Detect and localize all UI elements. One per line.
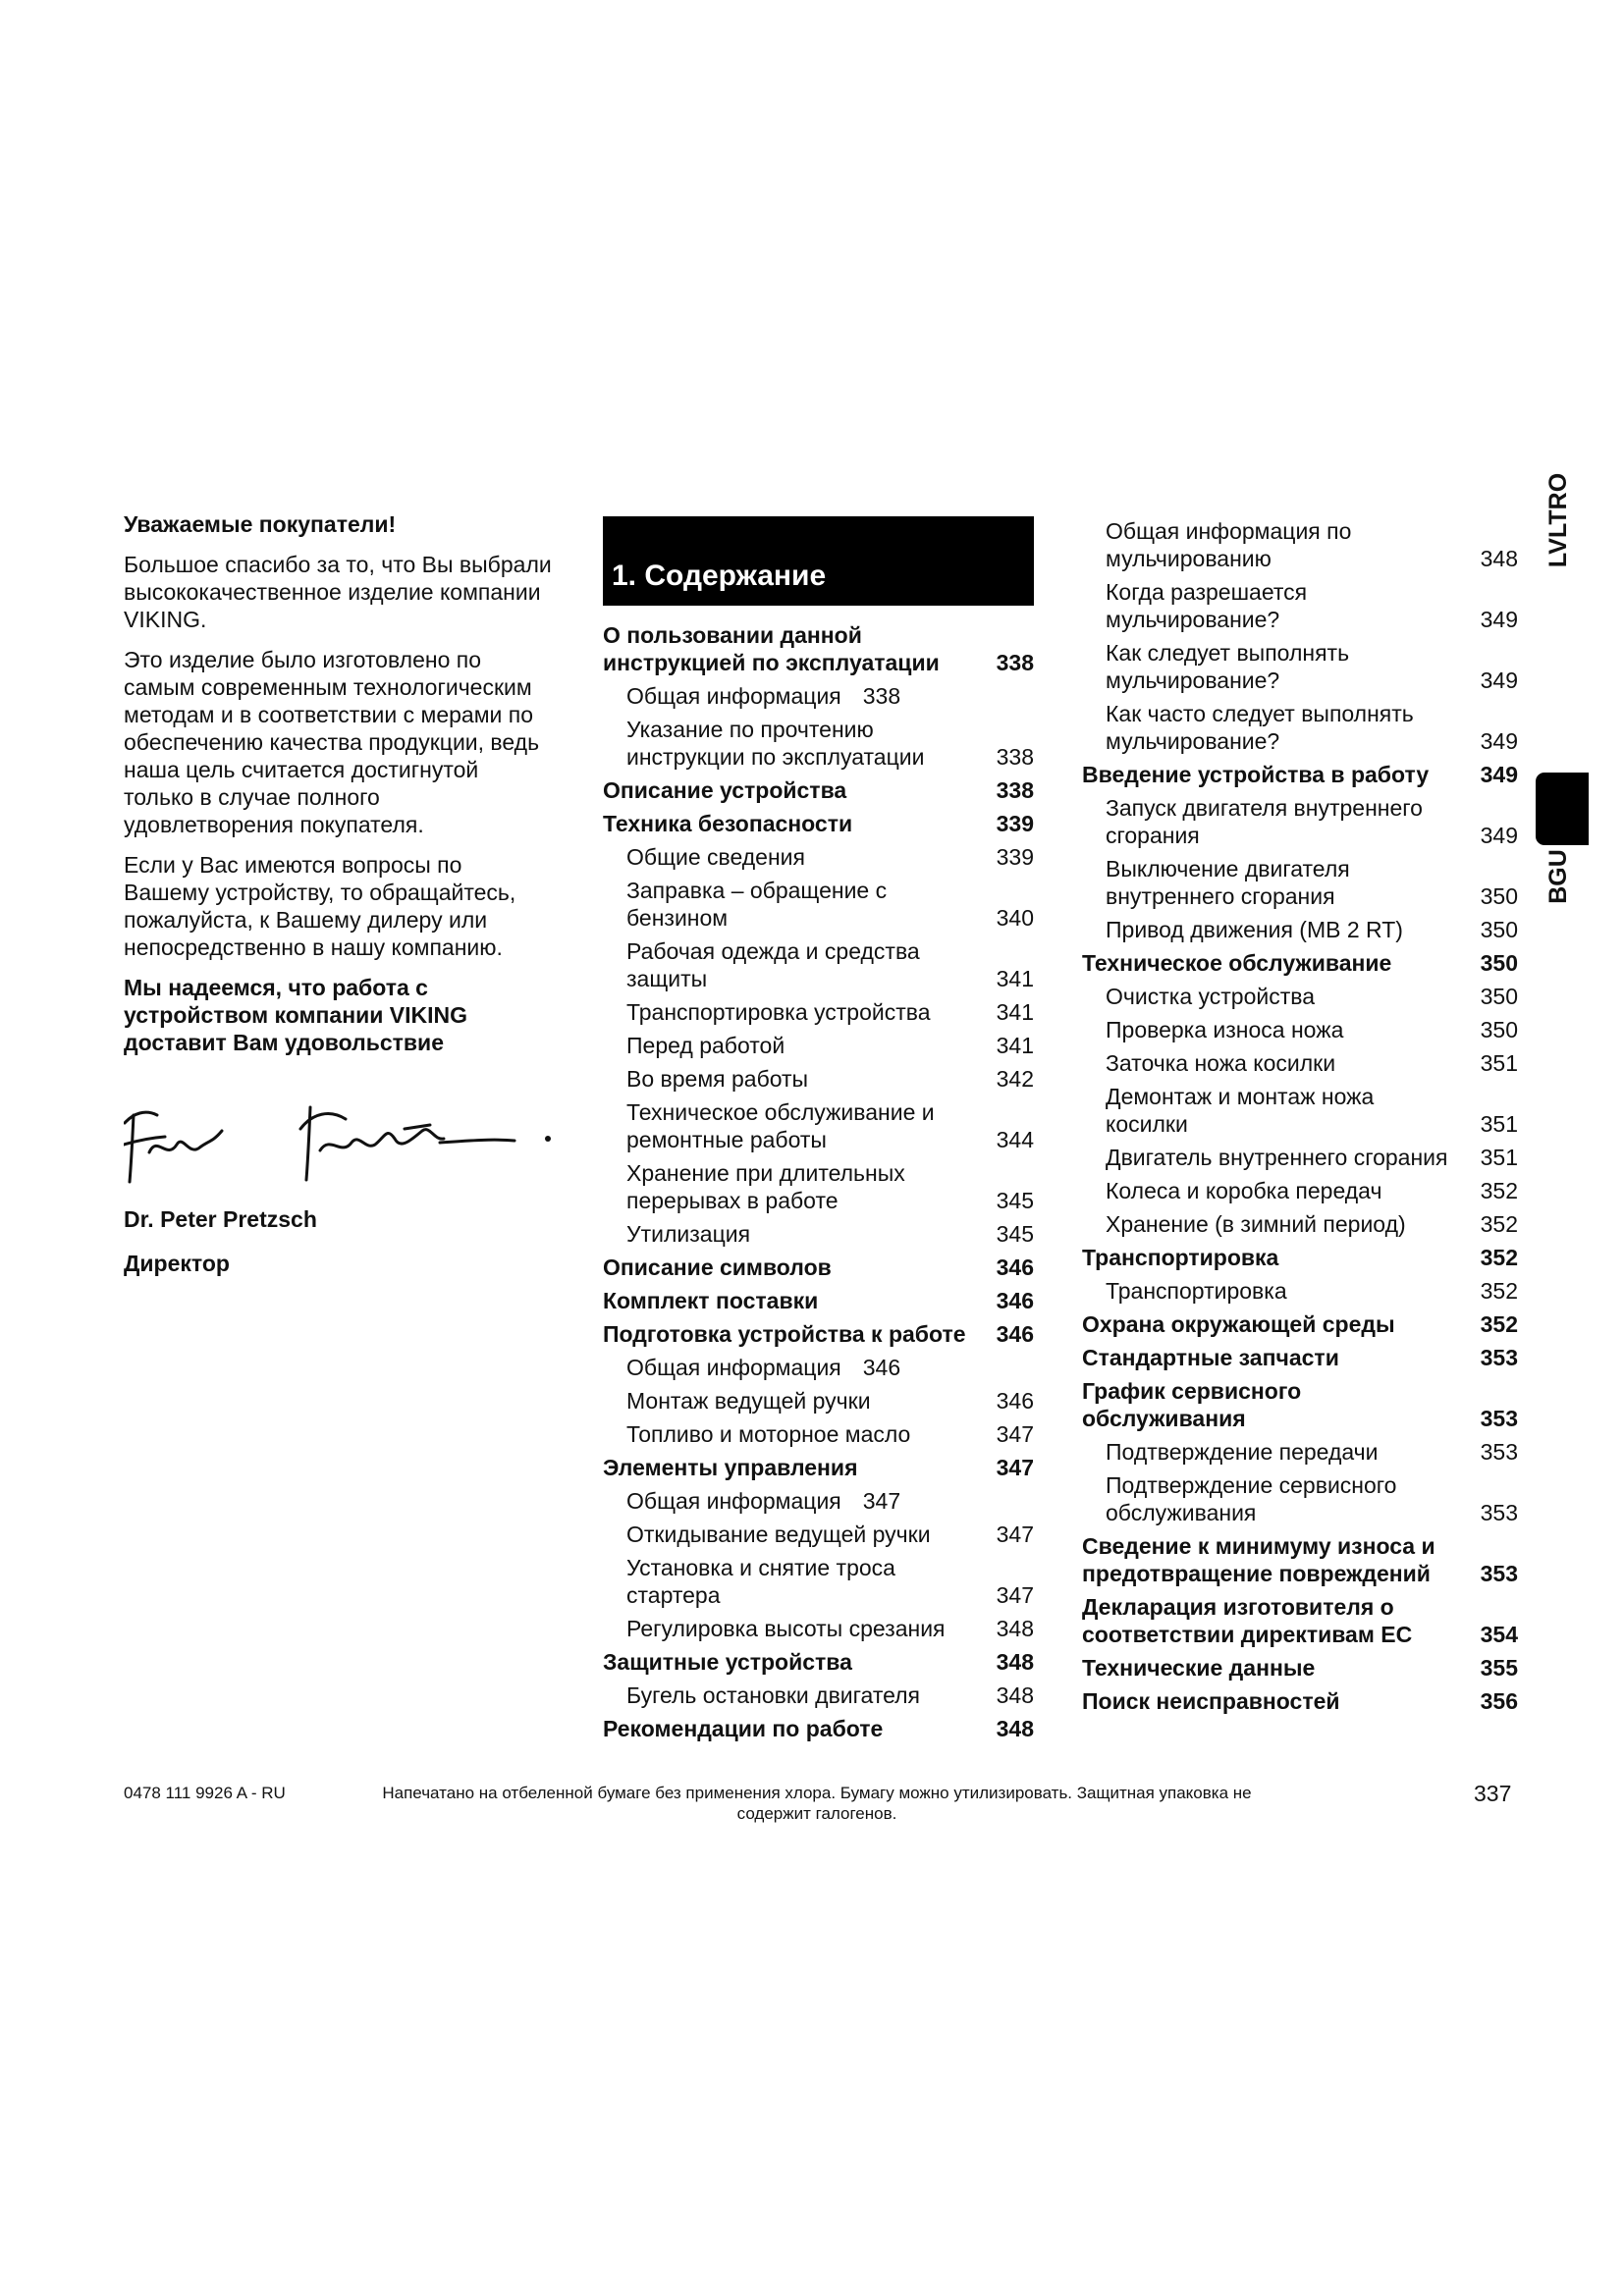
toc-page-number: 340 <box>996 905 1034 931</box>
toc-page-number: 341 <box>996 966 1034 991</box>
toc-page-number: 346 <box>996 1321 1034 1347</box>
toc-entry-title: Общая информация <box>626 683 841 709</box>
toc-entry-line <box>626 1581 1034 1609</box>
toc-entry-title: Во время работы <box>626 1066 809 1092</box>
toc-entry-line <box>626 1032 1034 1059</box>
toc-section <box>1082 1654 1518 1682</box>
toc-entry-title: Общие сведения <box>626 844 805 870</box>
toc-subsection <box>1082 1210 1518 1238</box>
toc-entry-title: мульчирование? <box>1106 607 1280 632</box>
toc-entry-title: Утилизация <box>626 1221 751 1247</box>
toc-subsection <box>1082 1144 1518 1171</box>
toc-page-number: 352 <box>1480 1211 1518 1237</box>
footer-note <box>346 1783 1288 1824</box>
toc-entry-line <box>626 998 1034 1026</box>
toc-entry-title: Двигатель внутреннего сгорания <box>1106 1145 1448 1170</box>
toc-entry-title: внутреннего сгорания <box>1106 883 1335 909</box>
toc-entry-line <box>626 1521 1034 1548</box>
footer-note-line: Напечатано на отбеленной бумаге без применения хлора. Бумагу можно утилизировать. Защитная упаковка не <box>382 1784 1252 1802</box>
toc-entry-line <box>626 1682 1034 1709</box>
toc-subsection <box>1082 1471 1518 1526</box>
toc-entry-line <box>626 1065 1034 1093</box>
letter-paragraph <box>124 646 566 838</box>
toc-entry-title: бензином <box>626 905 729 931</box>
toc-page-number: 338 <box>996 744 1034 770</box>
toc-entry-line <box>1082 1344 1518 1371</box>
toc-entry-line <box>1106 983 1518 1010</box>
toc-entry-line <box>1106 578 1518 606</box>
toc-entry-line <box>626 1220 1034 1248</box>
toc-page-number: 349 <box>1480 728 1518 754</box>
toc-entry-line <box>1082 1377 1518 1405</box>
toc-entry-line <box>1106 882 1518 910</box>
toc-entry-title: мульчирование? <box>1106 728 1280 754</box>
toc-entry-line <box>1106 794 1518 822</box>
toc-page-number: 346 <box>996 1288 1034 1313</box>
toc-entry-title: Техника безопасности <box>603 811 853 836</box>
toc-entry-title: Очистка устройства <box>1106 984 1315 1009</box>
toc-section <box>1082 1344 1518 1371</box>
toc-section <box>603 1287 1034 1314</box>
toc-entry-line <box>1106 1016 1518 1043</box>
toc-page-number: 350 <box>1480 950 1518 976</box>
toc-subsection <box>603 1098 1034 1153</box>
toc-entry-line <box>1106 916 1518 943</box>
footer-note-line: содержит галогенов. <box>736 1804 897 1823</box>
toc-page-number: 348 <box>996 1616 1034 1641</box>
toc-entry-title: инструкцией по эксплуатации <box>603 650 940 675</box>
letter-closing-line: устройством компании VIKING <box>124 1002 467 1028</box>
toc-page-number: 353 <box>1480 1561 1518 1586</box>
toc-entry-title: Топливо и моторное масло <box>626 1421 911 1447</box>
letter-line: высококачественное изделие компании <box>124 579 541 605</box>
toc-entry-title: обслуживания <box>1106 1500 1257 1525</box>
toc-subsection <box>603 1220 1034 1248</box>
toc-section <box>603 1715 1034 1742</box>
toc-subsection <box>1082 1083 1518 1138</box>
letter-line: Вашему устройству, то обращайтесь, <box>124 880 516 905</box>
toc-entry-title: Рекомендации по работе <box>603 1716 884 1741</box>
toc-subsection <box>603 1159 1034 1214</box>
toc-page-number: 353 <box>1480 1345 1518 1370</box>
letter-line: удовлетворения покупателя. <box>124 812 424 837</box>
toc-subsection <box>1082 700 1518 755</box>
toc-entry-line <box>1082 1560 1518 1587</box>
toc-section <box>1082 1377 1518 1432</box>
letter-line: непосредственно в нашу компанию. <box>124 934 503 960</box>
toc-page-number: 350 <box>1480 917 1518 942</box>
toc-entry-line <box>626 1098 1034 1126</box>
toc-entry-title: соответствии директивам ЕС <box>1082 1622 1413 1647</box>
toc-subsection <box>603 998 1034 1026</box>
page-number: 337 <box>1474 1781 1512 1806</box>
toc-entry-line <box>1106 727 1518 755</box>
toc-page-number: 353 <box>1480 1439 1518 1465</box>
toc-page-number: 338 <box>862 683 901 709</box>
toc-page-number: 354 <box>1480 1622 1518 1647</box>
toc-title: 1. Содержание <box>612 560 827 592</box>
toc-entry-line <box>1106 517 1518 545</box>
toc-entry-title: сгорания <box>1106 823 1200 848</box>
toc-entry-title: Перед работой <box>626 1033 785 1058</box>
toc-entry-title: Подтверждение сервисного <box>1106 1472 1397 1498</box>
letter-line: методам и в соответствии с мерами по <box>124 702 534 727</box>
toc-page-number: 347 <box>996 1582 1034 1608</box>
toc-subsection <box>603 1420 1034 1448</box>
toc-entry-line <box>626 904 1034 932</box>
toc-title-bar <box>603 516 1034 606</box>
toc-entry-line <box>603 776 1034 804</box>
toc-entry-title: ремонтные работы <box>626 1127 827 1152</box>
toc-entry-line <box>1106 1110 1518 1138</box>
toc-entry-line <box>1106 639 1518 667</box>
toc-entry-title: Транспортировка <box>1082 1245 1279 1270</box>
toc-page-number: 349 <box>1480 667 1518 693</box>
toc-section <box>1082 949 1518 977</box>
toc-subsection <box>603 1354 1034 1381</box>
letter-paragraph <box>124 851 566 961</box>
toc-entry-line <box>626 1354 1034 1381</box>
toc-entry-line <box>1082 1621 1518 1648</box>
toc-entry-title: инструкции по эксплуатации <box>626 744 925 770</box>
toc-entry-title: Охрана окружающей среды <box>1082 1311 1395 1337</box>
toc-page-number: 349 <box>1480 607 1518 632</box>
toc-entry-title: Установка и снятие троса <box>626 1555 895 1580</box>
toc-entry-line <box>1106 545 1518 572</box>
toc-subsection <box>1082 983 1518 1010</box>
toc-entry-title: Сведение к минимуму износа и <box>1082 1533 1435 1559</box>
toc-page-number: 346 <box>862 1355 901 1380</box>
toc-entry-title: перерывах в работе <box>626 1188 839 1213</box>
toc-entry-title: Транспортировка устройства <box>626 999 931 1025</box>
toc-subsection <box>603 843 1034 871</box>
toc-entry-line <box>626 1615 1034 1642</box>
toc-section <box>1082 761 1518 788</box>
toc-entry-line <box>626 1487 1034 1515</box>
toc-section <box>603 1254 1034 1281</box>
toc-entry-title: Стандартные запчасти <box>1082 1345 1339 1370</box>
toc-entry-title: Описание устройства <box>603 777 847 803</box>
toc-entry-line <box>1106 1438 1518 1466</box>
toc-section <box>603 621 1034 676</box>
toc-page-number: 348 <box>996 1716 1034 1741</box>
toc-entry-line <box>1082 1687 1518 1715</box>
toc-entry-title: стартера <box>626 1582 721 1608</box>
toc-entry-title: Регулировка высоты срезания <box>626 1616 946 1641</box>
toc-page-number: 338 <box>996 777 1034 803</box>
toc-entry-title: Заправка – обращение с <box>626 878 888 903</box>
toc-page-number: 341 <box>996 999 1034 1025</box>
toc-entry-line <box>1082 1532 1518 1560</box>
toc-entry-line <box>626 716 1034 743</box>
toc-entry-line <box>626 1126 1034 1153</box>
toc-entry-title: Колеса и коробка передач <box>1106 1178 1382 1203</box>
toc-entry-line <box>626 743 1034 771</box>
toc-page-number: 351 <box>1480 1050 1518 1076</box>
toc-entry-title: График сервисного <box>1082 1378 1302 1404</box>
toc-subsection <box>1082 916 1518 943</box>
toc-page-number: 348 <box>996 1649 1034 1675</box>
toc-page-number: 349 <box>1480 762 1518 787</box>
toc-entry-title: Подтверждение передачи <box>1106 1439 1379 1465</box>
toc-entry-line <box>603 1715 1034 1742</box>
letter-closing-line: Мы надеемся, что работа с <box>124 975 428 1000</box>
toc-subsection <box>603 1615 1034 1642</box>
letter-closing-line: доставит Вам удовольствие <box>124 1030 444 1055</box>
toc-page-number: 356 <box>1480 1688 1518 1714</box>
toc-page-number: 349 <box>1480 823 1518 848</box>
toc-page-number: 342 <box>996 1066 1034 1092</box>
toc-section <box>1082 1244 1518 1271</box>
toc-entry-title: Откидывание ведущей ручки <box>626 1522 931 1547</box>
toc-entry-title: Запуск двигателя внутреннего <box>1106 795 1423 821</box>
toc-section <box>603 1454 1034 1481</box>
toc-entry-line <box>1106 1210 1518 1238</box>
toc-subsection <box>603 1682 1034 1709</box>
toc-page-number: 352 <box>1480 1178 1518 1203</box>
toc-subsection <box>603 1032 1034 1059</box>
toc-subsection <box>1082 1049 1518 1077</box>
toc-entry-line <box>603 621 1034 649</box>
toc-entry-title: Введение устройства в работу <box>1082 762 1430 787</box>
toc-entry-line <box>603 1287 1034 1314</box>
toc-page-number: 346 <box>996 1255 1034 1280</box>
toc-entry-line <box>1106 1177 1518 1204</box>
toc-page-number: 347 <box>996 1421 1034 1447</box>
toc-entry-title: Привод движения (MB 2 RT) <box>1106 917 1403 942</box>
letter-line: Если у Вас имеются вопросы по <box>124 852 462 878</box>
toc-entry-title: Общая информация по <box>1106 518 1352 544</box>
letter-line: VIKING. <box>124 607 207 632</box>
toc-entry-line <box>626 1420 1034 1448</box>
toc-page-number: 339 <box>996 844 1034 870</box>
toc-entry-line <box>626 843 1034 871</box>
toc-entry-title: Общая информация <box>626 1488 841 1514</box>
toc-page-number: 347 <box>862 1488 901 1514</box>
thumb-index-tab <box>1536 773 1589 845</box>
toc-entry-line <box>626 1554 1034 1581</box>
toc-entry-line <box>1106 667 1518 694</box>
toc-entry-title: Выключение двигателя <box>1106 856 1350 881</box>
toc-subsection <box>603 1065 1034 1093</box>
toc-entry-title: Комплект поставки <box>603 1288 819 1313</box>
toc-entry-line <box>1106 1049 1518 1077</box>
toc-entry-title: Подготовка устройства к работе <box>603 1321 966 1347</box>
toc-entry-line <box>626 937 1034 965</box>
toc-entry-title: защиты <box>626 966 708 991</box>
toc-entry-line <box>1106 1471 1518 1499</box>
toc-entry-line <box>603 810 1034 837</box>
toc-section <box>1082 1310 1518 1338</box>
toc-entry-title: Общая информация <box>626 1355 841 1380</box>
toc-page-number: 348 <box>1480 546 1518 571</box>
toc-entry-line <box>1082 1310 1518 1338</box>
toc-page-number: 339 <box>996 811 1034 836</box>
toc-entry-line <box>1082 1244 1518 1271</box>
toc-entry-title: Технические данные <box>1082 1655 1316 1681</box>
toc-column-right <box>1082 517 1518 1721</box>
toc-page-number: 353 <box>1480 1500 1518 1525</box>
toc-entry-line <box>626 965 1034 992</box>
toc-entry-title: предотвращение повреждений <box>1082 1561 1431 1586</box>
toc-entry-line <box>603 1254 1034 1281</box>
toc-entry-title: обслуживания <box>1082 1406 1246 1431</box>
toc-entry-line <box>1082 1654 1518 1682</box>
letter-line: только в случае полного <box>124 784 380 810</box>
toc-entry-line <box>626 1187 1034 1214</box>
toc-entry-line <box>603 1320 1034 1348</box>
toc-entry-line <box>626 1387 1034 1415</box>
signer-name: Dr. Peter Pretzsch <box>124 1206 317 1232</box>
toc-subsection <box>1082 855 1518 910</box>
toc-entry-title: Защитные устройства <box>603 1649 852 1675</box>
toc-subsection <box>603 1387 1034 1415</box>
toc-subsection <box>1082 578 1518 633</box>
toc-entry-title: косилки <box>1106 1111 1188 1137</box>
letter-line: самым современным технологическим <box>124 674 532 700</box>
toc-entry-title: Как часто следует выполнять <box>1106 701 1414 726</box>
signature <box>124 1092 575 1190</box>
toc-entry-title: Демонтаж и монтаж ножа <box>1106 1084 1375 1109</box>
toc-entry-line <box>1082 1405 1518 1432</box>
toc-subsection <box>1082 517 1518 572</box>
toc-subsection <box>603 716 1034 771</box>
side-language-label: BGU <box>1544 849 1572 904</box>
toc-entry-title: Поиск неисправностей <box>1082 1688 1340 1714</box>
customer-letter <box>124 510 566 1069</box>
toc-entry-title: Описание символов <box>603 1255 832 1280</box>
toc-column-middle <box>603 621 1034 1748</box>
letter-greeting: Уважаемые покупатели! <box>124 511 397 537</box>
toc-entry-line <box>1082 1593 1518 1621</box>
letter-line: обеспечению качества продукции, ведь <box>124 729 540 755</box>
toc-entry-line <box>1106 606 1518 633</box>
toc-entry-line <box>626 682 1034 710</box>
letter-line: пожалуйста, к Вашему дилеру или <box>124 907 488 933</box>
toc-subsection <box>1082 1438 1518 1466</box>
toc-page-number: 347 <box>996 1455 1034 1480</box>
toc-section <box>1082 1593 1518 1648</box>
toc-entry-line <box>603 649 1034 676</box>
toc-section <box>603 1320 1034 1348</box>
letter-line: Это изделие было изготовлено по <box>124 647 482 672</box>
toc-entry-line <box>603 1454 1034 1481</box>
toc-section <box>1082 1532 1518 1587</box>
toc-entry-line <box>1082 949 1518 977</box>
toc-page-number: 348 <box>996 1682 1034 1708</box>
toc-entry-title: О пользовании данной <box>603 622 862 648</box>
toc-page-number: 345 <box>996 1188 1034 1213</box>
toc-entry-line <box>1082 761 1518 788</box>
toc-entry-title: мульчирование? <box>1106 667 1280 693</box>
toc-entry-title: Когда разрешается <box>1106 579 1308 605</box>
toc-page-number: 351 <box>1480 1145 1518 1170</box>
toc-page-number: 352 <box>1480 1245 1518 1270</box>
toc-subsection <box>603 682 1034 710</box>
toc-subsection <box>1082 1277 1518 1305</box>
toc-page-number: 353 <box>1480 1406 1518 1431</box>
side-language-label: LVLTRO <box>1544 472 1572 568</box>
toc-page-number: 352 <box>1480 1311 1518 1337</box>
toc-subsection <box>603 877 1034 932</box>
toc-page-number: 341 <box>996 1033 1034 1058</box>
toc-entry-line <box>1106 1083 1518 1110</box>
toc-section <box>603 1648 1034 1676</box>
toc-subsection <box>603 1487 1034 1515</box>
document-number: 0478 111 9926 A - RU <box>124 1784 286 1802</box>
toc-entry-title: Хранение при длительных <box>626 1160 905 1186</box>
toc-page-number: 338 <box>996 650 1034 675</box>
toc-entry-title: Бугель остановки двигателя <box>626 1682 920 1708</box>
toc-entry-title: Проверка износа ножа <box>1106 1017 1344 1042</box>
toc-page-number: 351 <box>1480 1111 1518 1137</box>
toc-page-number: 347 <box>996 1522 1034 1547</box>
toc-page-number: 350 <box>1480 1017 1518 1042</box>
toc-entry-title: Техническое обслуживание <box>1082 950 1392 976</box>
toc-page-number: 352 <box>1480 1278 1518 1304</box>
toc-page-number: 346 <box>996 1388 1034 1414</box>
toc-page-number: 344 <box>996 1127 1034 1152</box>
toc-section <box>603 776 1034 804</box>
toc-subsection <box>603 1554 1034 1609</box>
toc-entry-title: Техническое обслуживание и <box>626 1099 935 1125</box>
toc-entry-title: Транспортировка <box>1106 1278 1287 1304</box>
letter-closing <box>124 974 566 1056</box>
toc-entry-title: Элементы управления <box>603 1455 858 1480</box>
toc-entry-line <box>626 877 1034 904</box>
letter-line: Большое спасибо за то, что Вы выбрали <box>124 552 552 577</box>
toc-section <box>603 810 1034 837</box>
letter-paragraph <box>124 551 566 633</box>
toc-entry-line <box>626 1159 1034 1187</box>
toc-subsection <box>1082 639 1518 694</box>
toc-entry-line <box>1106 855 1518 882</box>
toc-entry-line <box>1106 1277 1518 1305</box>
toc-entry-title: Заточка ножа косилки <box>1106 1050 1336 1076</box>
toc-subsection <box>1082 1016 1518 1043</box>
toc-subsection <box>1082 1177 1518 1204</box>
toc-subsection <box>1082 794 1518 849</box>
toc-subsection <box>603 937 1034 992</box>
toc-page-number: 345 <box>996 1221 1034 1247</box>
toc-entry-title: Рабочая одежда и средства <box>626 938 920 964</box>
toc-section <box>1082 1687 1518 1715</box>
toc-page-number: 350 <box>1480 984 1518 1009</box>
toc-subsection <box>603 1521 1034 1548</box>
toc-entry-line <box>1106 700 1518 727</box>
toc-entry-title: Декларация изготовителя о <box>1082 1594 1394 1620</box>
toc-entry-line <box>603 1648 1034 1676</box>
toc-entry-title: Указание по прочтению <box>626 717 874 742</box>
toc-entry-line <box>1106 822 1518 849</box>
toc-page-number: 350 <box>1480 883 1518 909</box>
toc-page-number: 355 <box>1480 1655 1518 1681</box>
toc-entry-title: Как следует выполнять <box>1106 640 1350 666</box>
toc-entry-line <box>1106 1499 1518 1526</box>
toc-entry-title: мульчированию <box>1106 546 1272 571</box>
signer-title: Директор <box>124 1251 230 1276</box>
toc-entry-line <box>1106 1144 1518 1171</box>
toc-entry-title: Хранение (в зимний период) <box>1106 1211 1406 1237</box>
letter-line: наша цель считается достигнутой <box>124 757 479 782</box>
toc-entry-title: Монтаж ведущей ручки <box>626 1388 871 1414</box>
